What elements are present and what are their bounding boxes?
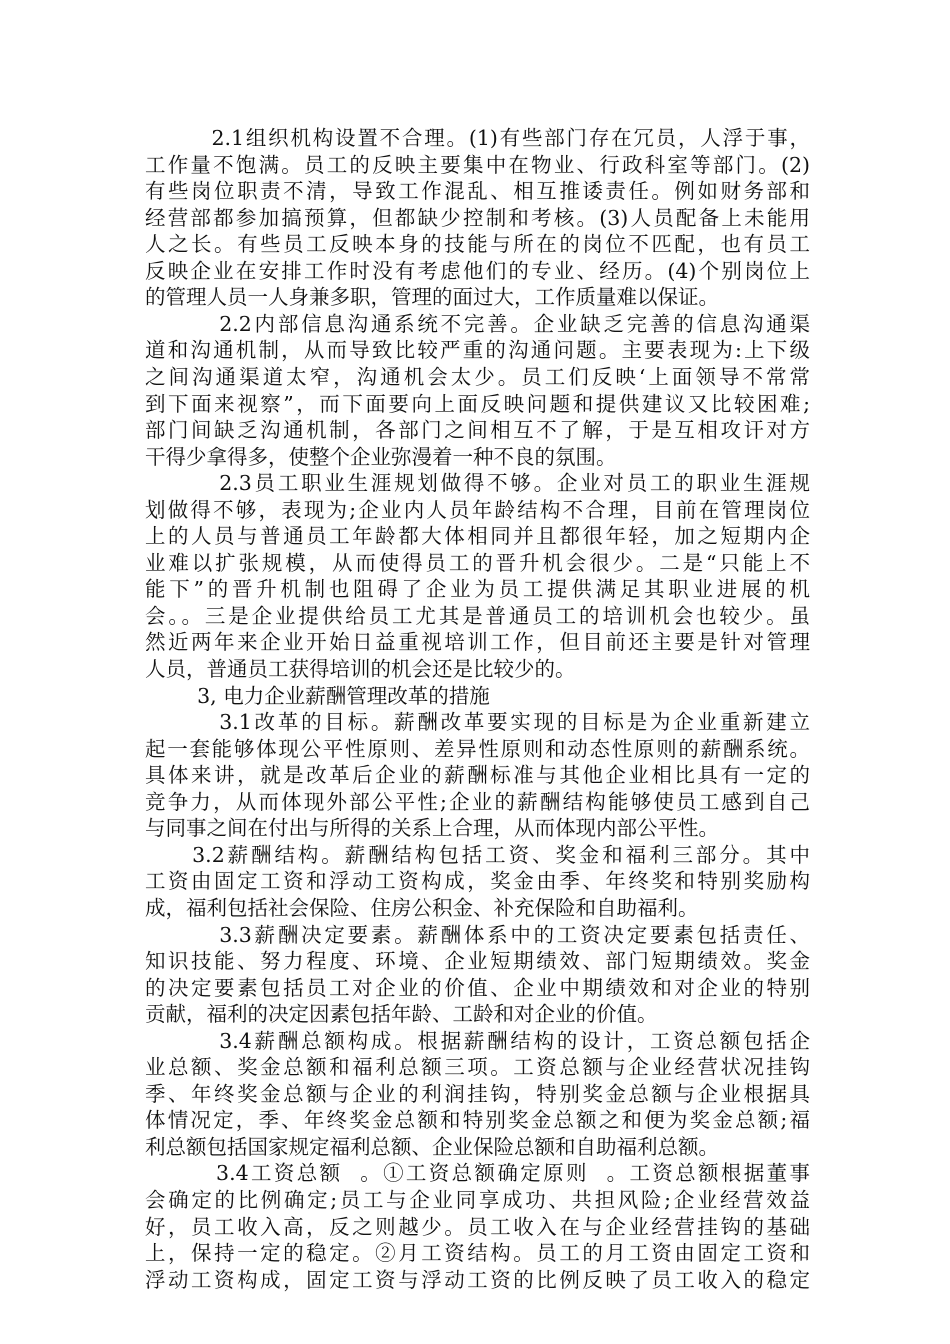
- text-line: 的决定要素包括员工对企业的价值、企业中期绩效和对企业的特别: [145, 976, 810, 1000]
- text-line: 经营部都参加搞预算，但都缺少控制和考核。(3)人员配备上未能用: [145, 206, 810, 230]
- text-line: 到下面来视察”，而下面要向上面反映问题和提供建议又比较困难;: [145, 392, 810, 416]
- text-line: 体情况定，季、年终奖金总额和特别奖金总额之和便为奖金总额;福: [145, 1108, 810, 1132]
- text-line: 利总额包括国家规定福利总额、企业保险总额和自助福利总额。: [145, 1135, 719, 1159]
- text-line: 3.1改革的目标。薪酬改革要实现的目标是为企业重新建立: [145, 710, 810, 734]
- text-line: 业总额、奖金总额和福利总额三项。工资总额与企业经营状况挂钩: [145, 1055, 810, 1079]
- text-line: 3.4工资总额 。①工资总额确定原则 。工资总额根据董事: [145, 1161, 810, 1185]
- text-line: 季、年终奖金总额与企业的利润挂钩，特别奖金总额与企业根据具: [145, 1082, 810, 1106]
- text-line: 能下”的晋升机制也阻碍了企业为员工提供满足其职业进展的机: [145, 577, 810, 601]
- text-line: 划做得不够，表现为;企业内人员年龄结构不合理，目前在管理岗位: [145, 498, 810, 522]
- text-line: 人之长。有些员工反映本身的技能与所在的岗位不匹配，也有员工: [145, 232, 810, 256]
- text-line: 2.1组织机构设置不合理。(1)有些部门存在冗员，人浮于事，: [145, 126, 810, 150]
- text-line: 贡献，福利的决定因素包括年龄、工龄和对企业的价值。: [145, 1002, 658, 1026]
- text-line: 3.4薪酬总额构成。根据薪酬结构的设计，工资总额包括企: [145, 1029, 810, 1053]
- text-line: 起一套能够体现公平性原则、差异性原则和动态性原则的薪酬系统。: [145, 737, 810, 761]
- text-line: 2.2内部信息沟通系统不完善。企业缺乏完善的信息沟通渠: [145, 312, 810, 336]
- text-line: 好，员工收入高，反之则越少。员工收入在与企业经营挂钩的基础: [145, 1215, 810, 1239]
- text-line: 3.2薪酬结构。薪酬结构包括工资、奖金和福利三部分。其中: [145, 843, 810, 867]
- text-line: 人员，普通员工获得培训的机会还是比较少的。: [145, 657, 576, 681]
- text-line: 竞争力，从而体现外部公平性;企业的薪酬结构能够使员工感到自己: [145, 790, 810, 814]
- text-line: 会确定的比例确定;员工与企业同享成功、共担风险;企业经营效益: [145, 1188, 810, 1212]
- text-line: 的管理人员一人身兼多职，管理的面过大，工作质量难以保证。: [145, 285, 719, 309]
- text-line: 然近两年来企业开始日益重视培训工作，但目前还主要是针对管理: [145, 630, 810, 654]
- text-line: 浮动工资构成，固定工资与浮动工资的比例反映了员工收入的稳定: [145, 1268, 810, 1292]
- text-line: 部门间缺乏沟通机制，各部门之间相互不了解，于是互相攻讦对方: [145, 418, 810, 442]
- text-line: 2.3员工职业生涯规划做得不够。企业对员工的职业生涯规: [145, 471, 810, 495]
- text-line: 有些岗位职责不清，导致工作混乱、相互推诿责任。例如财务部和: [145, 179, 810, 203]
- text-line: 工资由固定工资和浮动工资构成，奖金由季、年终奖和特别奖励构: [145, 869, 810, 893]
- text-line: 3, 电力企业薪酬管理改革的措施: [145, 684, 490, 708]
- text-line: 上，保持一定的稳定。②月工资结构。员工的月工资由固定工资和: [145, 1241, 810, 1265]
- text-line: 具体来讲，就是改革后企业的薪酬标准与其他企业相比具有一定的: [145, 763, 810, 787]
- text-line: 之间沟通渠道太窄，沟通机会太少。员工们反映‘上面领导不常常: [145, 365, 810, 389]
- text-line: 知识技能、努力程度、环境、企业短期绩效、部门短期绩效。奖金: [145, 949, 810, 973]
- text-line: 成，福利包括社会保险、住房公积金、补充保险和自助福利。: [145, 896, 699, 920]
- text-line: 3.3薪酬决定要素。薪酬体系中的工资决定要素包括责任、: [145, 923, 810, 947]
- text-line: 工作量不饱满。员工的反映主要集中在物业、行政科室等部门。(2): [145, 153, 810, 177]
- text-line: 反映企业在安排工作时没有考虑他们的专业、经历。(4)个别岗位上: [145, 259, 810, 283]
- text-line: 上的人员与普通员工年龄都大体相同并且都很年轻，加之短期内企: [145, 524, 810, 548]
- text-line: 会。。三是企业提供给员工尤其是普通员工的培训机会也较少。虽: [145, 604, 810, 628]
- text-line: 干得少拿得多，使整个企业弥漫着一种不良的氛围。: [145, 445, 617, 469]
- text-line: 道和沟通机制，从而导致比较严重的沟通问题。主要表现为:上下级: [145, 338, 810, 362]
- text-line: 业难以扩张规模，从而使得员工的晋升机会很少。二是“只能上不: [145, 551, 810, 575]
- text-line: 与同事之间在付出与所得的关系上合理，从而体现内部公平性。: [145, 816, 719, 840]
